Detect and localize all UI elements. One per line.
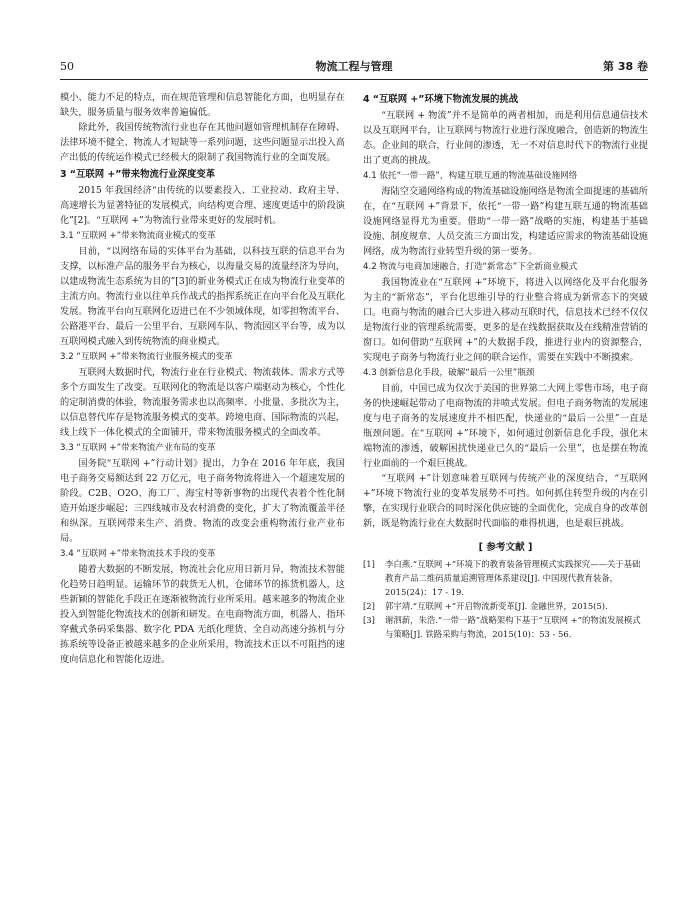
references-title: [ 参考文献 ] xyxy=(478,542,533,553)
subsection-3-4-heading: 3.4 “互联网 +”带来物流技术手段的变革 xyxy=(60,549,216,559)
paragraph-section-4: “互联网 + 物流”并不是简单的两者相加，而是利用信息通信技术以及互联网平台，让互联网与物流行业进行深度融合，创造新的物流生态。企业间的联合，行业间的渗透，无一不对信息时代下的物流行业提出了更高的挑战。 xyxy=(363,110,648,166)
volume-label: 第 38 卷 xyxy=(603,60,648,73)
reference-number: [2] xyxy=(363,601,375,611)
reference-item xyxy=(363,599,648,613)
paragraph-intro-continued: 模小、能力不足的特点，而在规范管理和信息智能化方面，也明显存在缺失，服务质量与服务效率普遍偏低。 xyxy=(60,92,345,118)
subsection-4-3-heading: 4.3 创新信息化手段，破解“最后一公里”瓶颈 xyxy=(363,368,535,378)
subsection-3-1-heading: 3.1 “互联网 +”带来物流商业模式的变革 xyxy=(60,231,216,241)
journal-title: 物流工程与管理 xyxy=(315,60,393,73)
subsection-4-1-heading: 4.1 依托“一带一路”，构建互联互通的物流基础设施网络 xyxy=(363,171,578,181)
paragraph-3-3: 国务院“互联网 +”行动计划》提出，力争在 2016 年年底，我国电子商务交易额达到 22 万亿元，电子商务物流将进入一个超速发展的阶段。C2B、O2O、海工厂、海宝村等新事物的出现代表着个性化制造开始逐步崛起；三四线城市及农村消费的变化，扩大了物流覆盖半径和纵深。互联网带来生产、消费、物流的改变会重构物流行业产业布局。 xyxy=(60,458,345,544)
paragraph-4-2: 我国物流业在“互联网 +”环境下，将进入以网络化及平台化服务为主的“新常态”，平台化思维引导的行业整合将成为新常态下的突破口。电商与物流的融合已大步进入移动互联时代，信息技术已经不仅仅是物流行业的管理系统需要，更多的是在线数据获取及在线精准营销的窗口。如何借助“互联网 +”的大数据手段，推进行业内的资源整合，实现电子商务与物流行业之间的联合运作，需要在实践中不断摸索。 xyxy=(363,277,648,363)
paragraph-3-4: 随着大数据的不断发展，物流社会化应用日新月异，物流技术智能化趋势日趋明显。运输环节的载货无人机，仓储环节的拣货机器人，这些新颖的智能化手段正在逐渐被物流行业所采用。越来越多的物流企业投入到智能化物流技术的创新和研发。在电商物流方面，机器人、指环穿戴式条码采集器、数字化 PDA 无纸化理货、全自动高速分拣机与分拣系统等设备正被越来越多的企业所采用，物流技术正以不可阻挡的速度向信息化和智能化迈进。 xyxy=(60,564,345,665)
subsection-3-2-heading: 3.2 “互联网 +”带来物流行业服务模式的变革 xyxy=(60,352,233,362)
section-4-heading: 4 “互联网 +”环境下物流发展的挑战 xyxy=(363,94,519,105)
reference-text: 郭宇靖.“互联网 +”开启物流新变革[J]. 金融世界，2015(5). xyxy=(385,601,608,611)
paragraph-conclusion: “互联网 +”计划意味着互联网与传统产业的深度结合，“互联网 +”环境下物流行业的变革发展势不可挡。如何抓住转型升级的内在引擎，在实现行业联合的同时深化供应链的全面优化，完成自身的改革创新，既是物流行业在大数据时代面临的难得机遇，也是艰巨挑战。 xyxy=(363,473,648,529)
paragraph-3-2: 互联网大数据时代，物流行业在行业模式、物流载体、需求方式等多个方面发生了改变。互联网化的物流是以客户端驱动为核心，个性化的定制消费的体验，物流服务需求也以高频率、小批量、多批次为主，以信息替代库存是物流服务模式的变革。跨境电商、国际物流的兴起，线上线下一体化模式的全面铺开，带来物流服务模式的全面改革。 xyxy=(60,367,345,438)
reference-number: [1] xyxy=(363,559,375,569)
reference-number: [3] xyxy=(363,615,375,625)
right-column xyxy=(363,90,648,880)
paragraph-intro-problems: 除此外，我国传统物流行业也存在其他问题如管理机制存在障碍、法律环境不健全、物流人才短缺等一系列问题，这些问题显示出投入高产出低的传统运作模式已经极大的限制了我国物流行业的全面发展。 xyxy=(60,122,345,163)
page-number: 50 xyxy=(60,60,74,73)
header-rule xyxy=(60,79,648,80)
left-column xyxy=(60,90,345,880)
reference-text: 谢泗薪，朱浩.“一带一路”战略架构下基于“互联网 +”的物流发展模式与策略[J]. 铁路采购与物流，2015(10)：53 - 56. xyxy=(385,615,641,639)
page-header xyxy=(60,58,648,76)
section-3-heading: 3 “互联网 +”带来物流行业深度变革 xyxy=(60,169,216,180)
reference-item xyxy=(363,613,648,641)
reference-text: 李白燕.“互联网 +”环境下的教育装备管理模式实践探究——关于基础教育产品二维码质量追溯管理体系建设[J]. 中国现代教育装备，2015(24)：17 - 19. xyxy=(385,559,641,597)
paragraph-section-3: 2015 年我国经济“由传统的以要素投入、工业拉动、政府主导、高速增长为显著特征的发展模式，向结构更合理、速度更适中的阶段演化”[2]。“互联网 +”为物流行业带来更好的发展时机。 xyxy=(60,185,345,226)
paragraph-3-1: 目前，“以网络布局的实体平台为基础，以科技互联的信息平台为支撑，以标准产品的服务平台为核心，以海量交易的流量经济为导向，以建成物流生态系统为目的”[3]的新业务模式正在成为物流行业变革的主流方向。物流行业以往单兵作战式的指挥系统正在向平台化及互联化发展。物流平台向互联网化迈进已在不少领域体现，如零担物流平台、公路港平台、最后一公里平台、互联网车队、物流园区平台等，成为以互联网模式融入到传统物流的商业模式。 xyxy=(60,246,345,347)
subsection-4-2-heading: 4.2 物流与电商加速融合，打造“新常态”下全新商业模式 xyxy=(363,262,578,272)
subsection-3-3-heading: 3.3 “互联网 +”带来物流产业布局的变革 xyxy=(60,443,216,453)
paragraph-4-1: 海陆空交通网络构成的物流基础设施网络是物流全面提速的基础所在，在“互联网 +”背景下，依托“一带一路”构建互联互通的物流基础设施网络显得尤为重要。借助“一带一路”战略的实施，构建基于基础设施、制度规章、人员交流三方面出发，构建适应需求的物流基础设施网络，成为物流行业转型升级的第一要务。 xyxy=(363,186,648,257)
reference-item xyxy=(363,557,648,599)
paragraph-4-3: 目前，中国已成为仅次于美国的世界第二大网上零售市场，电子商务的快速崛起带动了电商物流的井喷式发展。但电子商务物流的发展速度与电子商务的发展速度并不相匹配，快递业的“最后一公里”一直是瓶颈问题。在“互联网 +”环境下，如何通过创新信息化手段，强化末端物流的渗透，破解困扰快递业已久的“最后一公里”，也是摆在物流行业面前的一个艰巨挑战。 xyxy=(363,383,648,469)
